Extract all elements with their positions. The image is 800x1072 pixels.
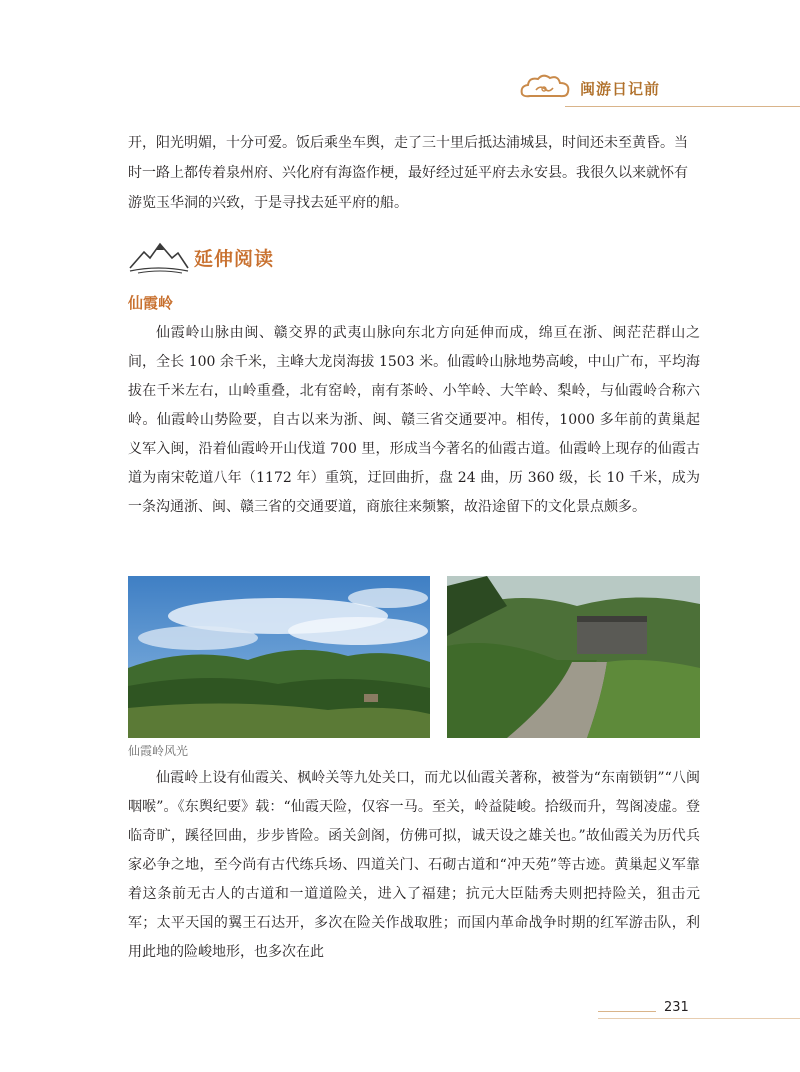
section-title: 延伸阅读 (194, 248, 275, 270)
running-header-title: 闽游日记前 (580, 80, 661, 98)
cloud-ornament-icon (518, 72, 574, 102)
page-number: 231 (664, 1000, 689, 1015)
footer-divider (598, 1011, 656, 1012)
paragraph-text: 仙霞岭山脉由闽、赣交界的武夷山脉向东北方向延伸而成，绵亘在浙、闽茫茫群山之间，全长 100 余千米，主峰大龙岗海拔 1503 米。仙霞岭山脉地势高峻，中山广布，平均海拔在千米左右，山岭重叠，北有窑岭，南有茶岭、小竿岭、大竿岭、梨岭，与仙霞岭合称六岭。仙霞岭山势险要，自古以来为浙、闽、赣三省交通要冲。相传，1000 多年前的黄巢起义军入闽，沿着仙霞岭开山伐道 700 里，形成当今著名的仙霞古道。仙霞岭上现存的仙霞古道为南宋乾道八年（1172 年）重筑，迂回曲折，盘 24 曲，历 360 级，长 10 千米，成为一条沟通浙、闽、赣三省的交通要道，商旅往来频繁，故沿途留下的文化景点颇多。 (128, 325, 700, 515)
landscape-photo-ancient-road (447, 576, 700, 738)
mountain-icon (128, 238, 190, 274)
running-header (518, 70, 708, 106)
landscape-photo-mountains (128, 576, 430, 738)
paragraph-text: 仙霞岭上设有仙霞关、枫岭关等九处关口，而尤以仙霞关著称，被誉为“东南锁钥”“八闽咽喉”。《东舆纪要》载：“仙霞天险，仅容一马。至关，岭益陡峻。拾级而升，驾阁凌虚。登临奇旷，蹊径回曲，步步皆险。函关剑阁，仿佛可拟，诚天设之雄关也。”故仙霞关为历代兵家必争之地，至今尚有古代练兵场、四道关门、石砌古道和“冲天苑”等古迹。黄巢起义军靠着这条前无古人的古道和一道道险关，进入了福建；抗元大臣陆秀夫则把持险关，狙击元军；太平天国的翼王石达开，多次在险关作战取胜；而国内革命战争时期的红军游击队，利用此地的险峻地形，也多次在此 (128, 770, 700, 960)
body-paragraph-1 (128, 319, 700, 522)
intro-text: 开，阳光明媚，十分可爱。饭后乘坐车舆，走了三十里后抵达浦城县，时间还未至黄昏。当时一路上都传着泉州府、兴化府有海盗作梗，最好经过延平府去永安县。我很久以来就怀有游览玉华洞的兴致，于是寻找去延平府的船。 (128, 135, 688, 211)
section-heading (128, 236, 428, 276)
mountain-landscape-image (128, 576, 430, 738)
body-paragraph-2 (128, 764, 700, 967)
header-divider (565, 106, 800, 107)
ancient-road-image (447, 576, 700, 738)
photo-caption: 仙霞岭风光 (128, 744, 189, 758)
intro-paragraph (128, 128, 700, 218)
subsection-title: 仙霞岭 (128, 294, 174, 312)
footer-divider-long (598, 1018, 800, 1019)
